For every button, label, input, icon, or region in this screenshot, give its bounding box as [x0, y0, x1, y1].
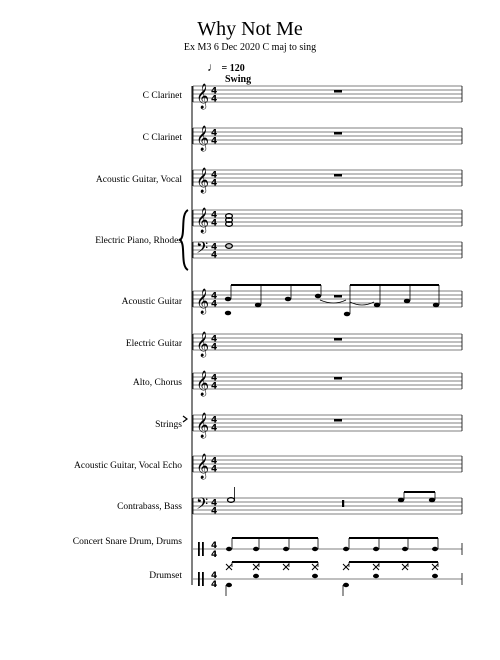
percussion-clef-icon — [202, 542, 204, 556]
note-head — [402, 547, 408, 551]
note-head — [283, 547, 289, 551]
tempo-style: Swing — [225, 74, 252, 85]
time-signature-bottom: 4 — [211, 381, 218, 392]
whole-rest-icon — [334, 174, 342, 177]
time-signature-top: 4 — [211, 415, 218, 426]
note-head — [253, 547, 259, 551]
time-signature-bottom: 4 — [211, 580, 218, 590]
note-head — [373, 547, 379, 551]
snare-note-head — [373, 574, 379, 578]
quarter-note-icon: ♩ — [207, 60, 219, 74]
strings-bracket — [183, 416, 187, 422]
time-signature-top: 4 — [211, 86, 218, 97]
time-signature-top: 4 — [211, 170, 218, 181]
time-signature-top: 4 — [211, 456, 218, 467]
note-head — [432, 547, 438, 551]
note-head — [312, 547, 318, 551]
time-signature-bottom: 4 — [211, 342, 218, 353]
note-head — [433, 303, 439, 308]
snare-note-head — [253, 574, 259, 578]
snare-note-head — [432, 574, 438, 578]
treble-clef-icon: 𝄞 — [196, 208, 210, 233]
note-head — [226, 547, 232, 551]
instrument-label-snare-drum: Concert Snare Drum, Drums — [72, 537, 182, 547]
instrument-label-acoustic-guitar-vocal: Acoustic Guitar, Vocal — [95, 175, 182, 185]
time-signature-bottom: 4 — [211, 94, 218, 105]
score-subtitle: Ex M3 6 Dec 2020 C maj to sing — [183, 42, 317, 53]
kick-note-head — [343, 583, 349, 587]
hihat-x-head — [226, 564, 232, 570]
tempo-value: = 120 — [221, 63, 245, 74]
time-signature-bottom: 4 — [211, 423, 218, 434]
bass-clef-icon: 𝄢 — [196, 495, 209, 517]
instrument-label-strings: Strings — [155, 420, 182, 430]
note-head — [374, 303, 380, 308]
staff-lines — [192, 86, 462, 585]
instrument-label-c-clarinet-2: C Clarinet — [142, 133, 182, 143]
instrument-label-contrabass: Contrabass, Bass — [117, 502, 182, 512]
whole-rest-icon — [334, 338, 342, 341]
time-signature-bottom: 4 — [211, 506, 218, 517]
treble-clef-icon: 𝄞 — [196, 289, 210, 314]
hihat-x-head — [432, 564, 438, 570]
time-signature-top: 4 — [211, 541, 218, 551]
quarter-rest-icon — [342, 500, 344, 507]
half-note-head — [228, 498, 235, 503]
treble-clef-icon: 𝄞 — [196, 168, 210, 193]
percussion-clef-icon — [202, 572, 204, 586]
time-signature-bottom: 4 — [211, 218, 218, 229]
kick-note-head — [226, 583, 232, 587]
notation-marks — [180, 83, 439, 596]
grand-staff-brace — [180, 210, 188, 270]
hihat-x-head — [283, 564, 289, 570]
snare-note-head — [312, 574, 318, 578]
percussion-clef-icon — [198, 572, 200, 586]
time-signature-bottom: 4 — [211, 550, 218, 560]
hihat-x-head — [312, 564, 318, 570]
instrument-label-alto-chorus: Alto, Chorus — [132, 378, 182, 388]
hihat-x-head — [402, 564, 408, 570]
treble-clef-icon: 𝄞 — [196, 413, 210, 438]
hihat-x-head — [253, 564, 259, 570]
score-title: Why Not Me — [197, 18, 303, 40]
instrument-label-acoustic-guitar: Acoustic Guitar — [121, 297, 182, 307]
time-signature-bottom: 4 — [211, 178, 218, 189]
time-signature-top: 4 — [211, 291, 218, 302]
treble-clef-icon: 𝄞 — [196, 332, 210, 357]
whole-rest-icon — [334, 132, 342, 135]
time-signature-top: 4 — [211, 242, 218, 253]
note-head — [344, 312, 350, 317]
hihat-x-head — [373, 564, 379, 570]
time-signature-top: 4 — [211, 373, 218, 384]
instrument-label-acoustic-guitar-vocal-echo: Acoustic Guitar, Vocal Echo — [74, 461, 182, 471]
percussion-clef-icon — [198, 542, 200, 556]
instrument-label-electric-guitar: Electric Guitar — [125, 339, 182, 349]
instrument-label-c-clarinet-1: C Clarinet — [142, 91, 182, 101]
time-signature-bottom: 4 — [211, 299, 218, 310]
instrument-label-electric-piano: Electric Piano, Rhodes — [95, 236, 182, 246]
whole-rest-icon — [334, 377, 342, 380]
note-head — [285, 297, 291, 302]
time-signature-bottom: 4 — [211, 136, 218, 147]
whole-rest-icon — [334, 295, 342, 298]
tie — [320, 300, 346, 303]
time-signature-bottom: 4 — [211, 250, 218, 261]
note-head — [255, 303, 261, 308]
whole-rest-icon — [334, 419, 342, 422]
note-head — [398, 498, 404, 503]
whole-rest-icon — [334, 90, 342, 93]
instrument-label-drumset: Drumset — [149, 571, 182, 581]
bass-clef-icon: 𝄢 — [196, 239, 209, 261]
time-signature-top: 4 — [211, 498, 218, 509]
time-signature-top: 4 — [211, 334, 218, 345]
note-head — [315, 294, 321, 299]
time-signature-top: 4 — [211, 128, 218, 139]
note-head — [225, 297, 231, 302]
time-signature-top: 4 — [211, 571, 218, 581]
time-signature-top: 4 — [211, 210, 218, 221]
note-head — [343, 547, 349, 551]
treble-clef-icon: 𝄞 — [196, 126, 210, 151]
tie — [350, 302, 374, 305]
treble-clef-icon: 𝄞 — [196, 84, 210, 109]
treble-clef-icon: 𝄞 — [196, 454, 210, 479]
hihat-x-head — [343, 564, 349, 570]
note-head — [429, 498, 435, 503]
treble-clef-icon: 𝄞 — [196, 371, 210, 396]
time-signature-bottom: 4 — [211, 464, 218, 475]
note-head — [225, 311, 231, 316]
note-head — [404, 299, 410, 304]
